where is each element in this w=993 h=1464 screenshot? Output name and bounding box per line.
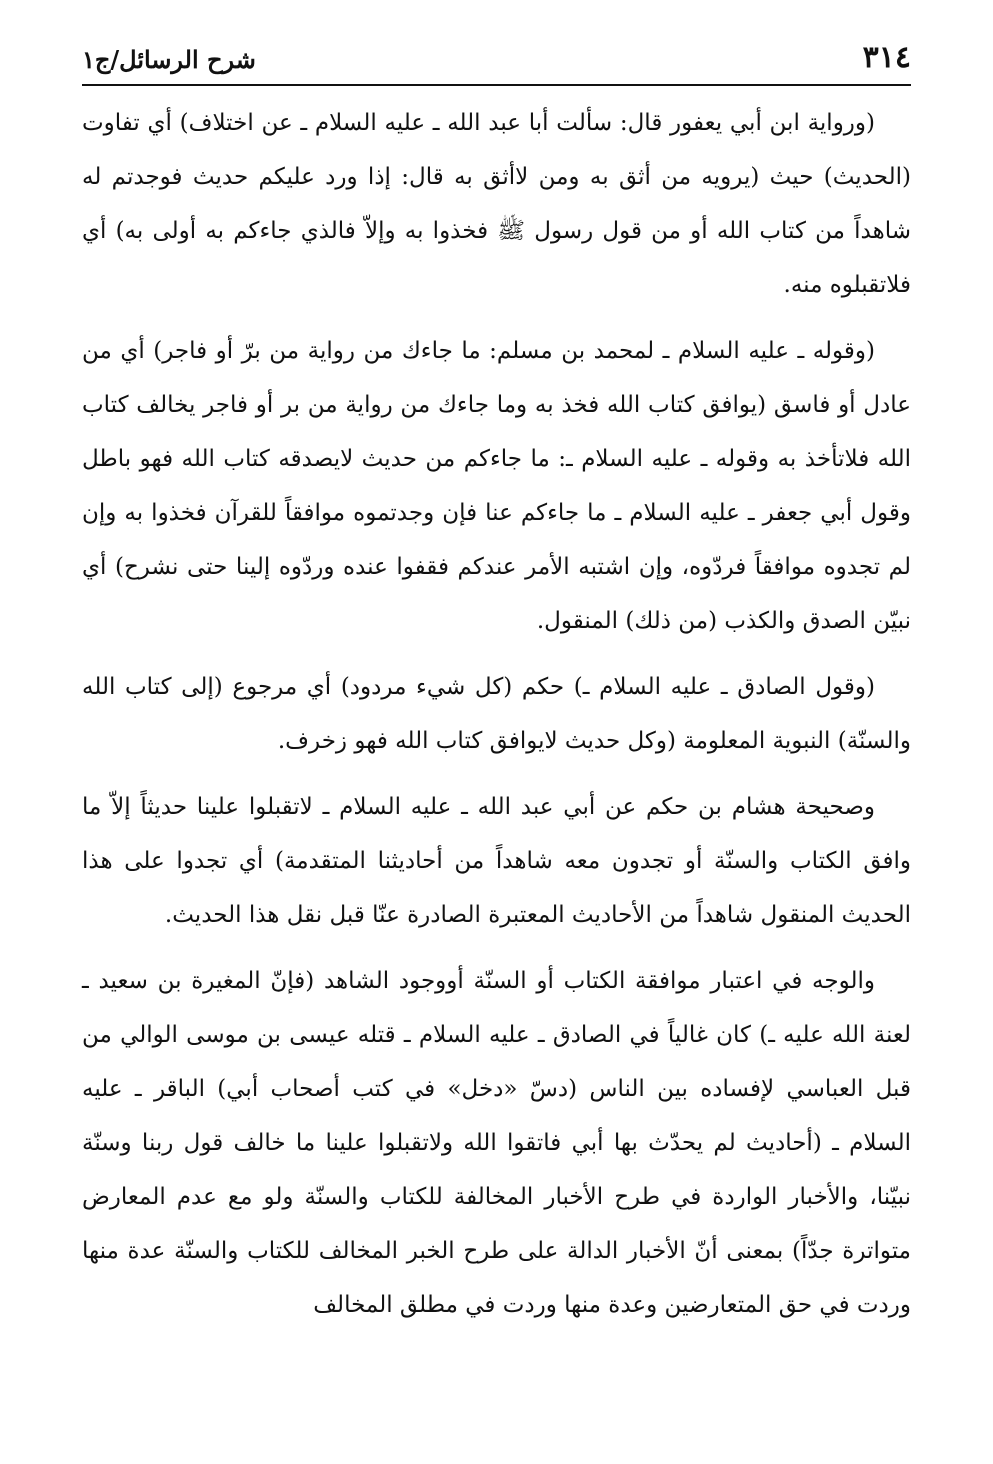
page-header	[82, 38, 911, 78]
running-title: شرح الرسائل/ج١	[82, 45, 256, 74]
paragraph: والوجه في اعتبار موافقة الكتاب أو السنّة أووجود الشاهد (فإنّ المغيرة بن سعيد ـ لعنة الله عليه ـ) كان غالياً في الصادق ـ عليه السلام ـ قتله عيسى بن موسى الوالي من قبل العباسي لإفساده بين الناس (دسّ «دخل» في كتب أصحاب أبي) الباقر ـ عليه السلام ـ (أحاديث لم يحدّث بها أبي فاتقوا الله ولاتقبلوا علينا ما خالف قول ربنا وسنّة نبيّنا، والأخبار الواردة في طرح الأخبار المخالفة للكتاب والسنّة ولو مع عدم المعارض متواترة جدّاً) بمعنى أنّ الأخبار الدالة على طرح الخبر المخالف للكتاب والسنّة عدة منها وردت في حق المتعارضين وعدة منها وردت في مطلق المخالف	[82, 968, 911, 1318]
page-number: ٣١٤	[862, 40, 911, 75]
paragraph: (وقوله ـ عليه السلام ـ لمحمد بن مسلم: ما جاءك من رواية من برّ أو فاجر) أي من عادل أو فاسق (يوافق كتاب الله فخذ به وما جاءك من رواية من بر أو فاجر يخالف كتاب الله فلاتأخذ به وقوله ـ عليه السلام ـ: ما جاءكم من حديث لايصدقه كتاب الله فهو باطل وقول أبي جعفر ـ عليه السلام ـ ما جاءكم عنا فإن وجدتموه موافقاً للقرآن فخذوا به وإن لم تجدوه موافقاً فردّوه، وإن اشتبه الأمر عندكم فقفوا عنده وردّوه إلينا حتى نشرح) أي نبيّن الصدق والكذب (من ذلك) المنقول.	[82, 338, 911, 634]
paragraph: (وقول الصادق ـ عليه السلام ـ) حكم (كل شيء مردود) أي مرجوع (إلى كتاب الله والسنّة) النبوية المعلومة (وكل حديث لايوافق كتاب الله فهو زخرف.	[82, 674, 911, 754]
paragraph: (ورواية ابن أبي يعفور قال: سألت أبا عبد الله ـ عليه السلام ـ عن اختلاف) أي تفاوت (الحديث) حيث (يرويه من أثق به ومن لاأثق به قال: إذا ورد عليكم حديث فوجدتم له شاهداً من كتاب الله أو من قول رسول ﷺ فخذوا به وإلاّ فالذي جاءكم به أولى به) أي فلاتقبلوه منه.	[82, 110, 911, 298]
body-text	[82, 96, 911, 1332]
paragraph: وصحيحة هشام بن حكم عن أبي عبد الله ـ عليه السلام ـ لاتقبلوا علينا حديثاً إلاّ ما وافق الكتاب والسنّة أو تجدون معه شاهداً من أحاديثنا المتقدمة) أي تجدوا على هذا الحديث المنقول شاهداً من الأحاديث المعتبرة الصادرة عنّا قبل نقل هذا الحديث.	[82, 794, 911, 928]
header-divider	[82, 84, 911, 86]
